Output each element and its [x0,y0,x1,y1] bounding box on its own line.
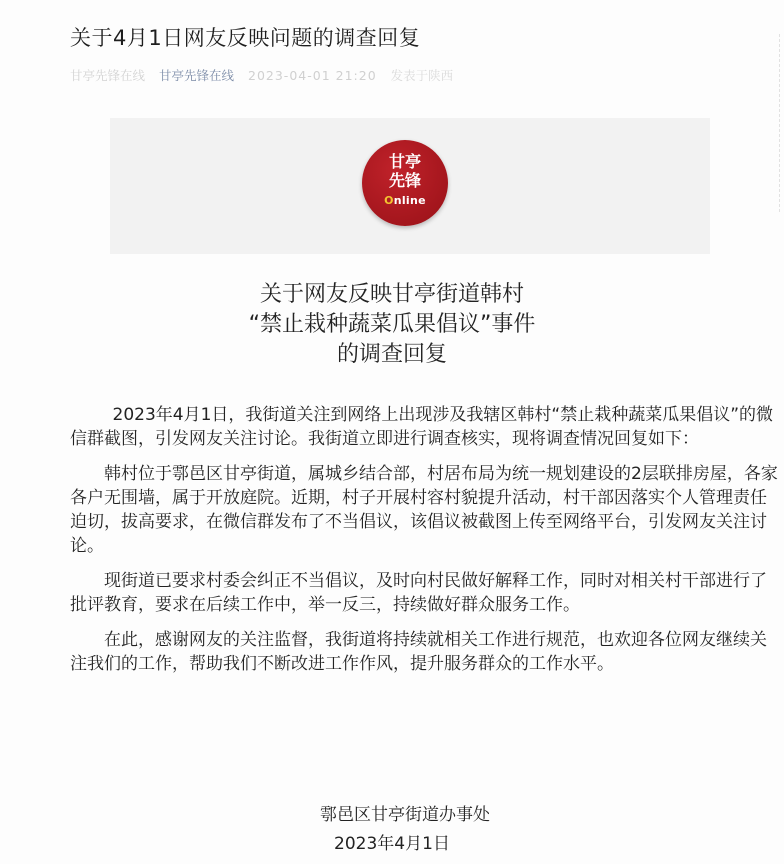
scrollbar-track [775,34,780,212]
body-paragraph: 现街道已要求村委会纠正不当倡议，及时向村民做好解释工作，同时对相关村干部进行了批评教育，要求在后续工作中，举一反三，持续做好群众服务工作。 [70,571,767,615]
article-meta [70,66,463,84]
headline-line: “禁止栽种蔬菜瓜果倡议”事件 [248,312,536,337]
logo-text-line1: 甘亭 [388,152,421,171]
cover-banner [110,118,710,254]
signature-date: 2023年4月1日 [334,834,450,854]
original-tag: 甘亭先锋在线 [70,68,146,83]
publish-location: 发表于陕西 [390,68,454,83]
article-body [70,403,782,687]
notice-headline [0,280,784,370]
logo-text-line2: 先锋 [388,171,421,190]
body-paragraph: 在此，感谢网友的关注监督，我街道将持续就相关工作进行规范，也欢迎各位网友继续关注我们的工作，帮助我们不断改进工作作风，提升服务群众的工作水平。 [70,630,767,674]
article-title: 关于4月1日网友反映问题的调查回复 [70,26,421,50]
headline-line: 的调查回复 [336,342,447,367]
account-name-link[interactable]: 甘亭先锋在线 [159,68,235,83]
ganting-logo [362,140,448,226]
logo-online-text: Online [384,194,426,207]
signature-org: 鄠邑区甘亭街道办事处 [320,805,490,825]
body-paragraph: 韩村位于鄠邑区甘亭街道，属城乡结合部，村居布局为统一规划建设的2层联排房屋，各家各户无围墙，属于开放庭院。近期，村子开展村容村貌提升活动，村干部因落实个人管理责任迫切，拔高要求，在微信群发布了不当倡议，该倡议被截图上传至网络平台，引发网友关注讨论。 [70,464,778,556]
publish-time: 2023-04-01 21:20 [248,68,377,83]
headline-line: 关于网友反映甘亭街道韩村 [259,282,524,307]
body-paragraph: 2023年4月1日，我街道关注到网络上出现涉及我辖区韩村“禁止栽种蔬菜瓜果倡议”的微信群截图，引发网友关注讨论。我街道立即进行调查核实，现将调查情况回复如下： [70,405,774,449]
signature-block [0,801,784,859]
